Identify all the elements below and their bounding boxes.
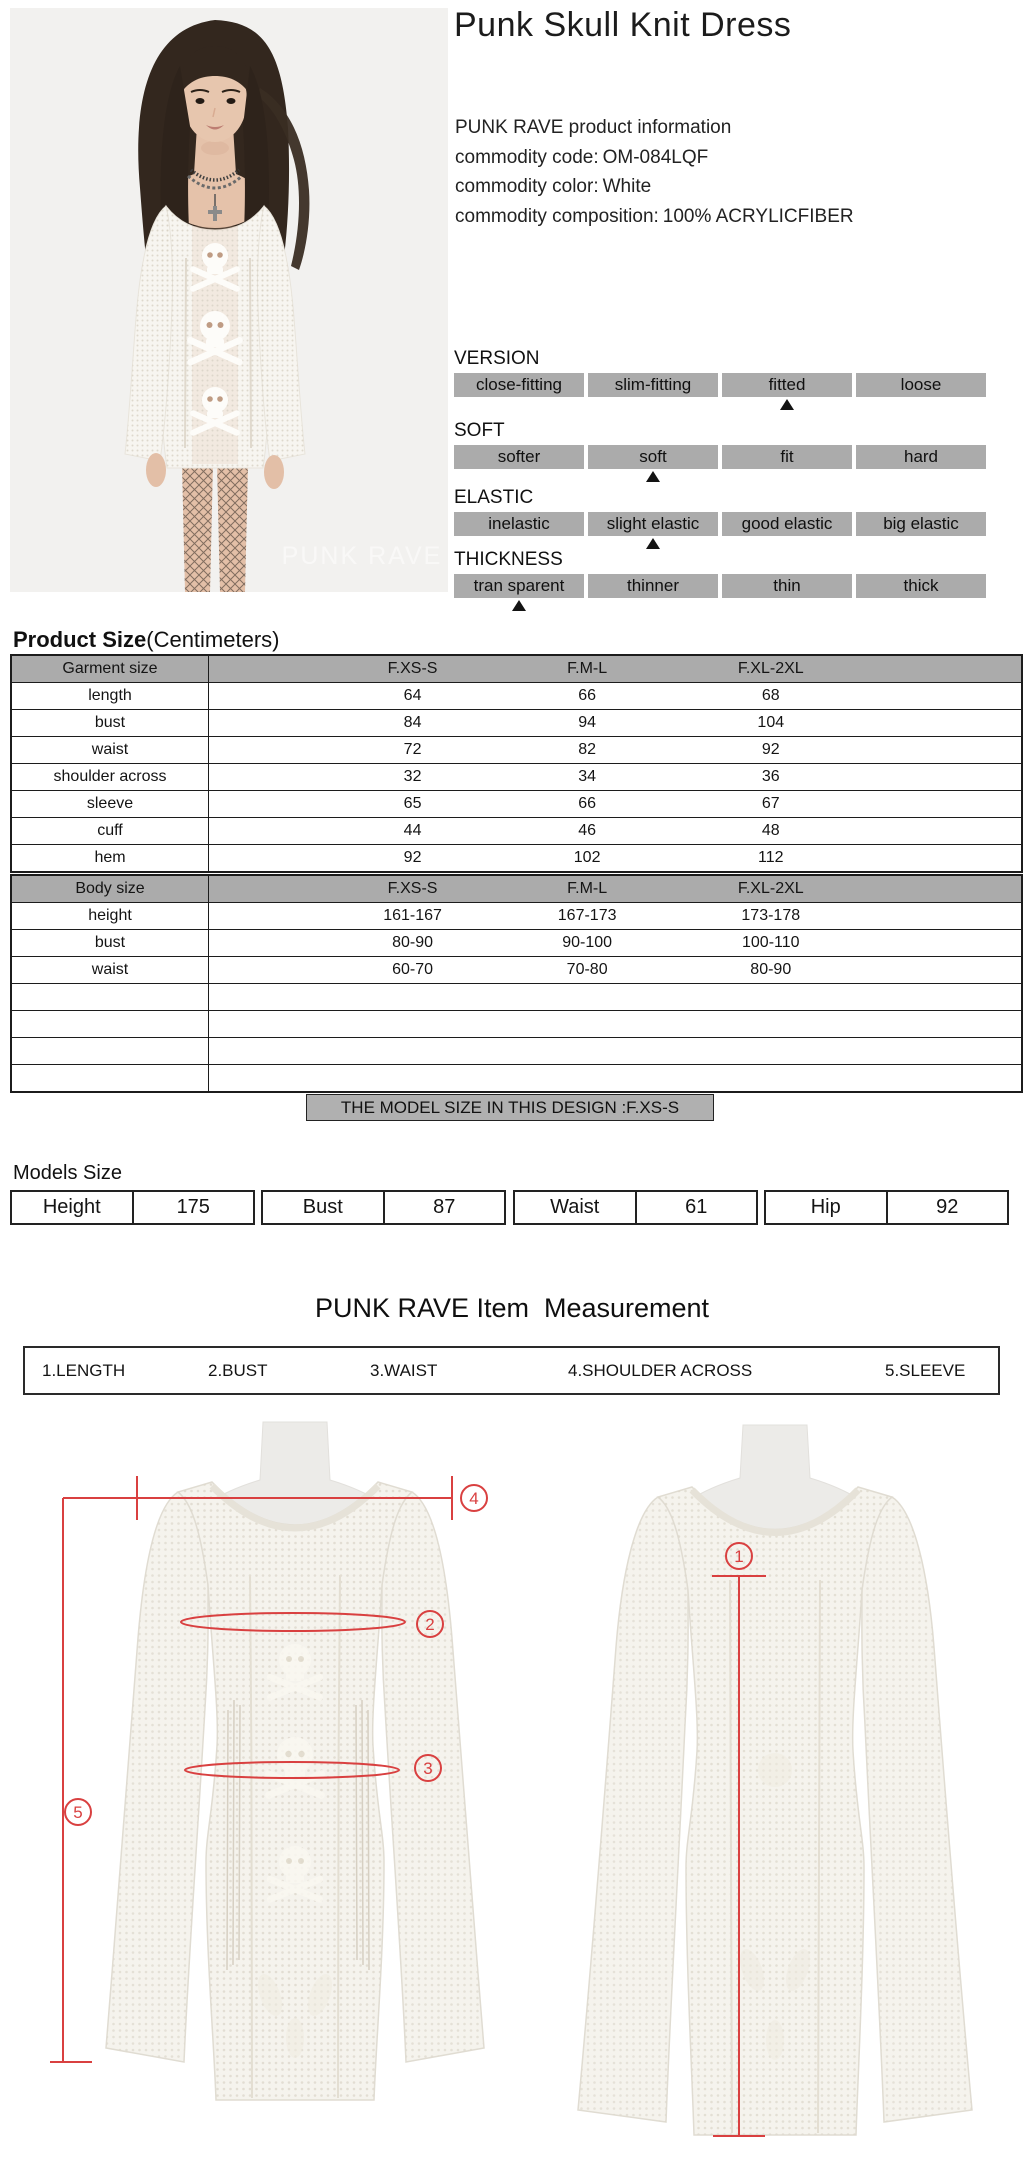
cell-value: 46 bbox=[578, 822, 597, 839]
model-size-box-height bbox=[10, 1190, 255, 1225]
cell-value: 173-178 bbox=[741, 907, 801, 924]
cell-value: 65 bbox=[403, 795, 422, 812]
info-field bbox=[455, 202, 854, 232]
model-size-value: 175 bbox=[176, 1196, 210, 1218]
model-size-label: Bust bbox=[263, 1192, 385, 1223]
marker-sleeve: 5 bbox=[73, 1803, 83, 1822]
model-photo-illustration bbox=[10, 8, 448, 592]
cell-value: 80-90 bbox=[392, 934, 434, 951]
model-size-box-bust bbox=[261, 1190, 506, 1225]
cell-value: 167-173 bbox=[557, 907, 617, 924]
row-label bbox=[12, 1038, 209, 1064]
attribute-option: inelastic bbox=[454, 512, 584, 536]
column-header: Garment size bbox=[12, 656, 209, 682]
attribute-options bbox=[454, 373, 986, 397]
attribute-option: fitted bbox=[722, 373, 852, 397]
column-header: F.XL-2XL bbox=[737, 660, 804, 677]
cell-value: 36 bbox=[761, 768, 780, 785]
table-row bbox=[12, 709, 1021, 736]
attribute-section-thickness bbox=[454, 549, 986, 598]
attribute-option: big elastic bbox=[856, 512, 986, 536]
attribute-option: fit bbox=[722, 445, 852, 469]
row-label: sleeve bbox=[12, 791, 209, 817]
cell-value: 66 bbox=[578, 687, 597, 704]
cell-value: 90-100 bbox=[562, 934, 613, 951]
table-row bbox=[12, 844, 1021, 871]
measurement-legend bbox=[23, 1346, 1000, 1395]
attribute-name: SOFT bbox=[454, 420, 505, 441]
selected-marker-icon bbox=[512, 600, 526, 611]
column-header: F.XS-S bbox=[387, 660, 438, 677]
product-size-heading-bold: Product Size bbox=[13, 627, 147, 652]
cell-value: 34 bbox=[578, 768, 597, 785]
attribute-option: close-fitting bbox=[454, 373, 584, 397]
row-label: waist bbox=[12, 957, 209, 983]
cell-value: 161-167 bbox=[383, 907, 442, 924]
attribute-option: thick bbox=[856, 574, 986, 598]
info-field-label: commodity composition: bbox=[455, 205, 659, 227]
back-dress-figure bbox=[578, 1425, 972, 2135]
attribute-section-soft bbox=[454, 420, 986, 469]
row-label bbox=[12, 1065, 209, 1091]
marker-bust: 2 bbox=[425, 1615, 435, 1634]
row-label: hem bbox=[12, 845, 209, 871]
attribute-option: thinner bbox=[588, 574, 718, 598]
attribute-name: ELASTIC bbox=[454, 487, 534, 508]
table-row bbox=[12, 1010, 1021, 1037]
cell-value: 64 bbox=[403, 687, 422, 704]
cell-value: 84 bbox=[403, 714, 422, 731]
table-row bbox=[12, 682, 1021, 709]
product-title: Punk Skull Knit Dress bbox=[454, 6, 792, 44]
row-label: shoulder across bbox=[12, 764, 209, 790]
attribute-section-version bbox=[454, 348, 986, 397]
attribute-name: VERSION bbox=[454, 348, 540, 369]
row-label: waist bbox=[12, 737, 209, 763]
measurement-label: 2.BUST bbox=[208, 1361, 268, 1380]
measurement-label: 5.SLEEVE bbox=[885, 1361, 966, 1380]
product-size-heading bbox=[13, 627, 280, 653]
photo-watermark: PUNK RAVE bbox=[281, 542, 443, 570]
model-size-box-waist bbox=[513, 1190, 758, 1225]
measurement-label: 1.LENGTH bbox=[42, 1361, 126, 1380]
attribute-option: softer bbox=[454, 445, 584, 469]
info-field bbox=[455, 172, 854, 202]
row-label bbox=[12, 984, 209, 1010]
cell-value: 102 bbox=[573, 849, 601, 866]
model-size-note: THE MODEL SIZE IN THIS DESIGN :F.XS-S bbox=[306, 1094, 714, 1121]
cell-value: 100-110 bbox=[742, 934, 800, 951]
cell-value: 70-80 bbox=[566, 961, 608, 978]
info-heading: PUNK RAVE product information bbox=[455, 117, 732, 138]
cell-value: 92 bbox=[403, 849, 422, 866]
table-row bbox=[12, 956, 1021, 983]
attribute-options bbox=[454, 512, 986, 536]
cell-value: 66 bbox=[578, 795, 597, 812]
row-label: length bbox=[12, 683, 209, 709]
attribute-option: hard bbox=[856, 445, 986, 469]
model-size-box-hip bbox=[764, 1190, 1009, 1225]
row-label: bust bbox=[12, 710, 209, 736]
attribute-option: thin bbox=[722, 574, 852, 598]
table-row bbox=[12, 1037, 1021, 1064]
garment-size-table bbox=[10, 654, 1023, 873]
column-header: F.M-L bbox=[567, 660, 608, 677]
attribute-option: good elastic bbox=[722, 512, 852, 536]
attribute-section-elastic bbox=[454, 487, 986, 536]
table-row bbox=[12, 983, 1021, 1010]
cell-value: 32 bbox=[403, 768, 422, 785]
table-row bbox=[12, 736, 1021, 763]
info-field-label: commodity color: bbox=[455, 176, 599, 197]
info-field bbox=[455, 143, 854, 173]
marker-waist: 3 bbox=[423, 1759, 433, 1778]
selected-marker-icon bbox=[780, 399, 794, 410]
cell-value: 60-70 bbox=[392, 961, 434, 978]
measurement-label: 4.SHOULDER ACROSS bbox=[568, 1361, 753, 1380]
model-size-label: Height bbox=[12, 1192, 134, 1223]
selected-marker-icon bbox=[646, 538, 660, 549]
product-info bbox=[455, 113, 854, 231]
attribute-option: loose bbox=[856, 373, 986, 397]
table-row bbox=[12, 1064, 1021, 1091]
table-row bbox=[12, 929, 1021, 956]
column-header: Body size bbox=[12, 876, 209, 902]
cell-value: 80-90 bbox=[750, 961, 792, 978]
info-field-label: commodity code: bbox=[455, 146, 599, 168]
models-size-heading: Models Size bbox=[13, 1162, 122, 1184]
attribute-option: tran sparent bbox=[454, 574, 584, 598]
product-photo bbox=[10, 8, 448, 592]
attribute-option: slim-fitting bbox=[588, 373, 718, 397]
info-field-value: White bbox=[602, 176, 652, 197]
cell-value: 68 bbox=[761, 687, 780, 704]
cell-value: 82 bbox=[578, 741, 597, 758]
row-label: bust bbox=[12, 930, 209, 956]
table-header-row bbox=[12, 656, 1021, 682]
model-size-value: 61 bbox=[685, 1196, 708, 1218]
row-label: cuff bbox=[12, 818, 209, 844]
cell-value: 44 bbox=[403, 822, 422, 839]
measurement-label: 3.WAIST bbox=[370, 1361, 438, 1380]
cell-value: 72 bbox=[403, 741, 422, 758]
marker-length: 1 bbox=[734, 1547, 744, 1566]
cell-value: 92 bbox=[761, 741, 780, 758]
table-row bbox=[12, 790, 1021, 817]
table-row bbox=[12, 902, 1021, 929]
attribute-name: THICKNESS bbox=[454, 549, 563, 570]
model-size-value: 87 bbox=[433, 1196, 456, 1218]
product-size-heading-units: (Centimeters) bbox=[146, 627, 280, 652]
body-size-table bbox=[10, 874, 1023, 1093]
table-row bbox=[12, 763, 1021, 790]
attribute-options bbox=[454, 574, 986, 598]
attribute-option: slight elastic bbox=[588, 512, 718, 536]
model-size-label: Hip bbox=[766, 1192, 888, 1223]
attribute-option: soft bbox=[588, 445, 718, 469]
column-header: F.XL-2XL bbox=[737, 880, 804, 897]
row-label bbox=[12, 1011, 209, 1037]
column-header: F.M-L bbox=[567, 880, 608, 897]
info-field-value: 100% ACRYLICFIBER bbox=[662, 205, 854, 227]
cell-value: 104 bbox=[757, 714, 785, 731]
marker-shoulder: 4 bbox=[469, 1489, 479, 1508]
table-header-row bbox=[12, 876, 1021, 902]
model-size-value: 92 bbox=[936, 1196, 959, 1218]
measurement-heading: PUNK RAVE Item Measurement bbox=[314, 1293, 710, 1323]
info-field-value: OM-084LQF bbox=[602, 146, 709, 168]
model-size-label: Waist bbox=[515, 1192, 637, 1223]
table-row bbox=[12, 817, 1021, 844]
cell-value: 112 bbox=[758, 849, 784, 866]
cell-value: 48 bbox=[761, 822, 780, 839]
column-header: F.XS-S bbox=[387, 880, 438, 897]
cell-value: 67 bbox=[761, 795, 780, 812]
selected-marker-icon bbox=[646, 471, 660, 482]
attribute-options bbox=[454, 445, 986, 469]
measurement-figure bbox=[0, 1410, 1024, 2176]
row-label: height bbox=[12, 903, 209, 929]
cell-value: 94 bbox=[578, 714, 597, 731]
